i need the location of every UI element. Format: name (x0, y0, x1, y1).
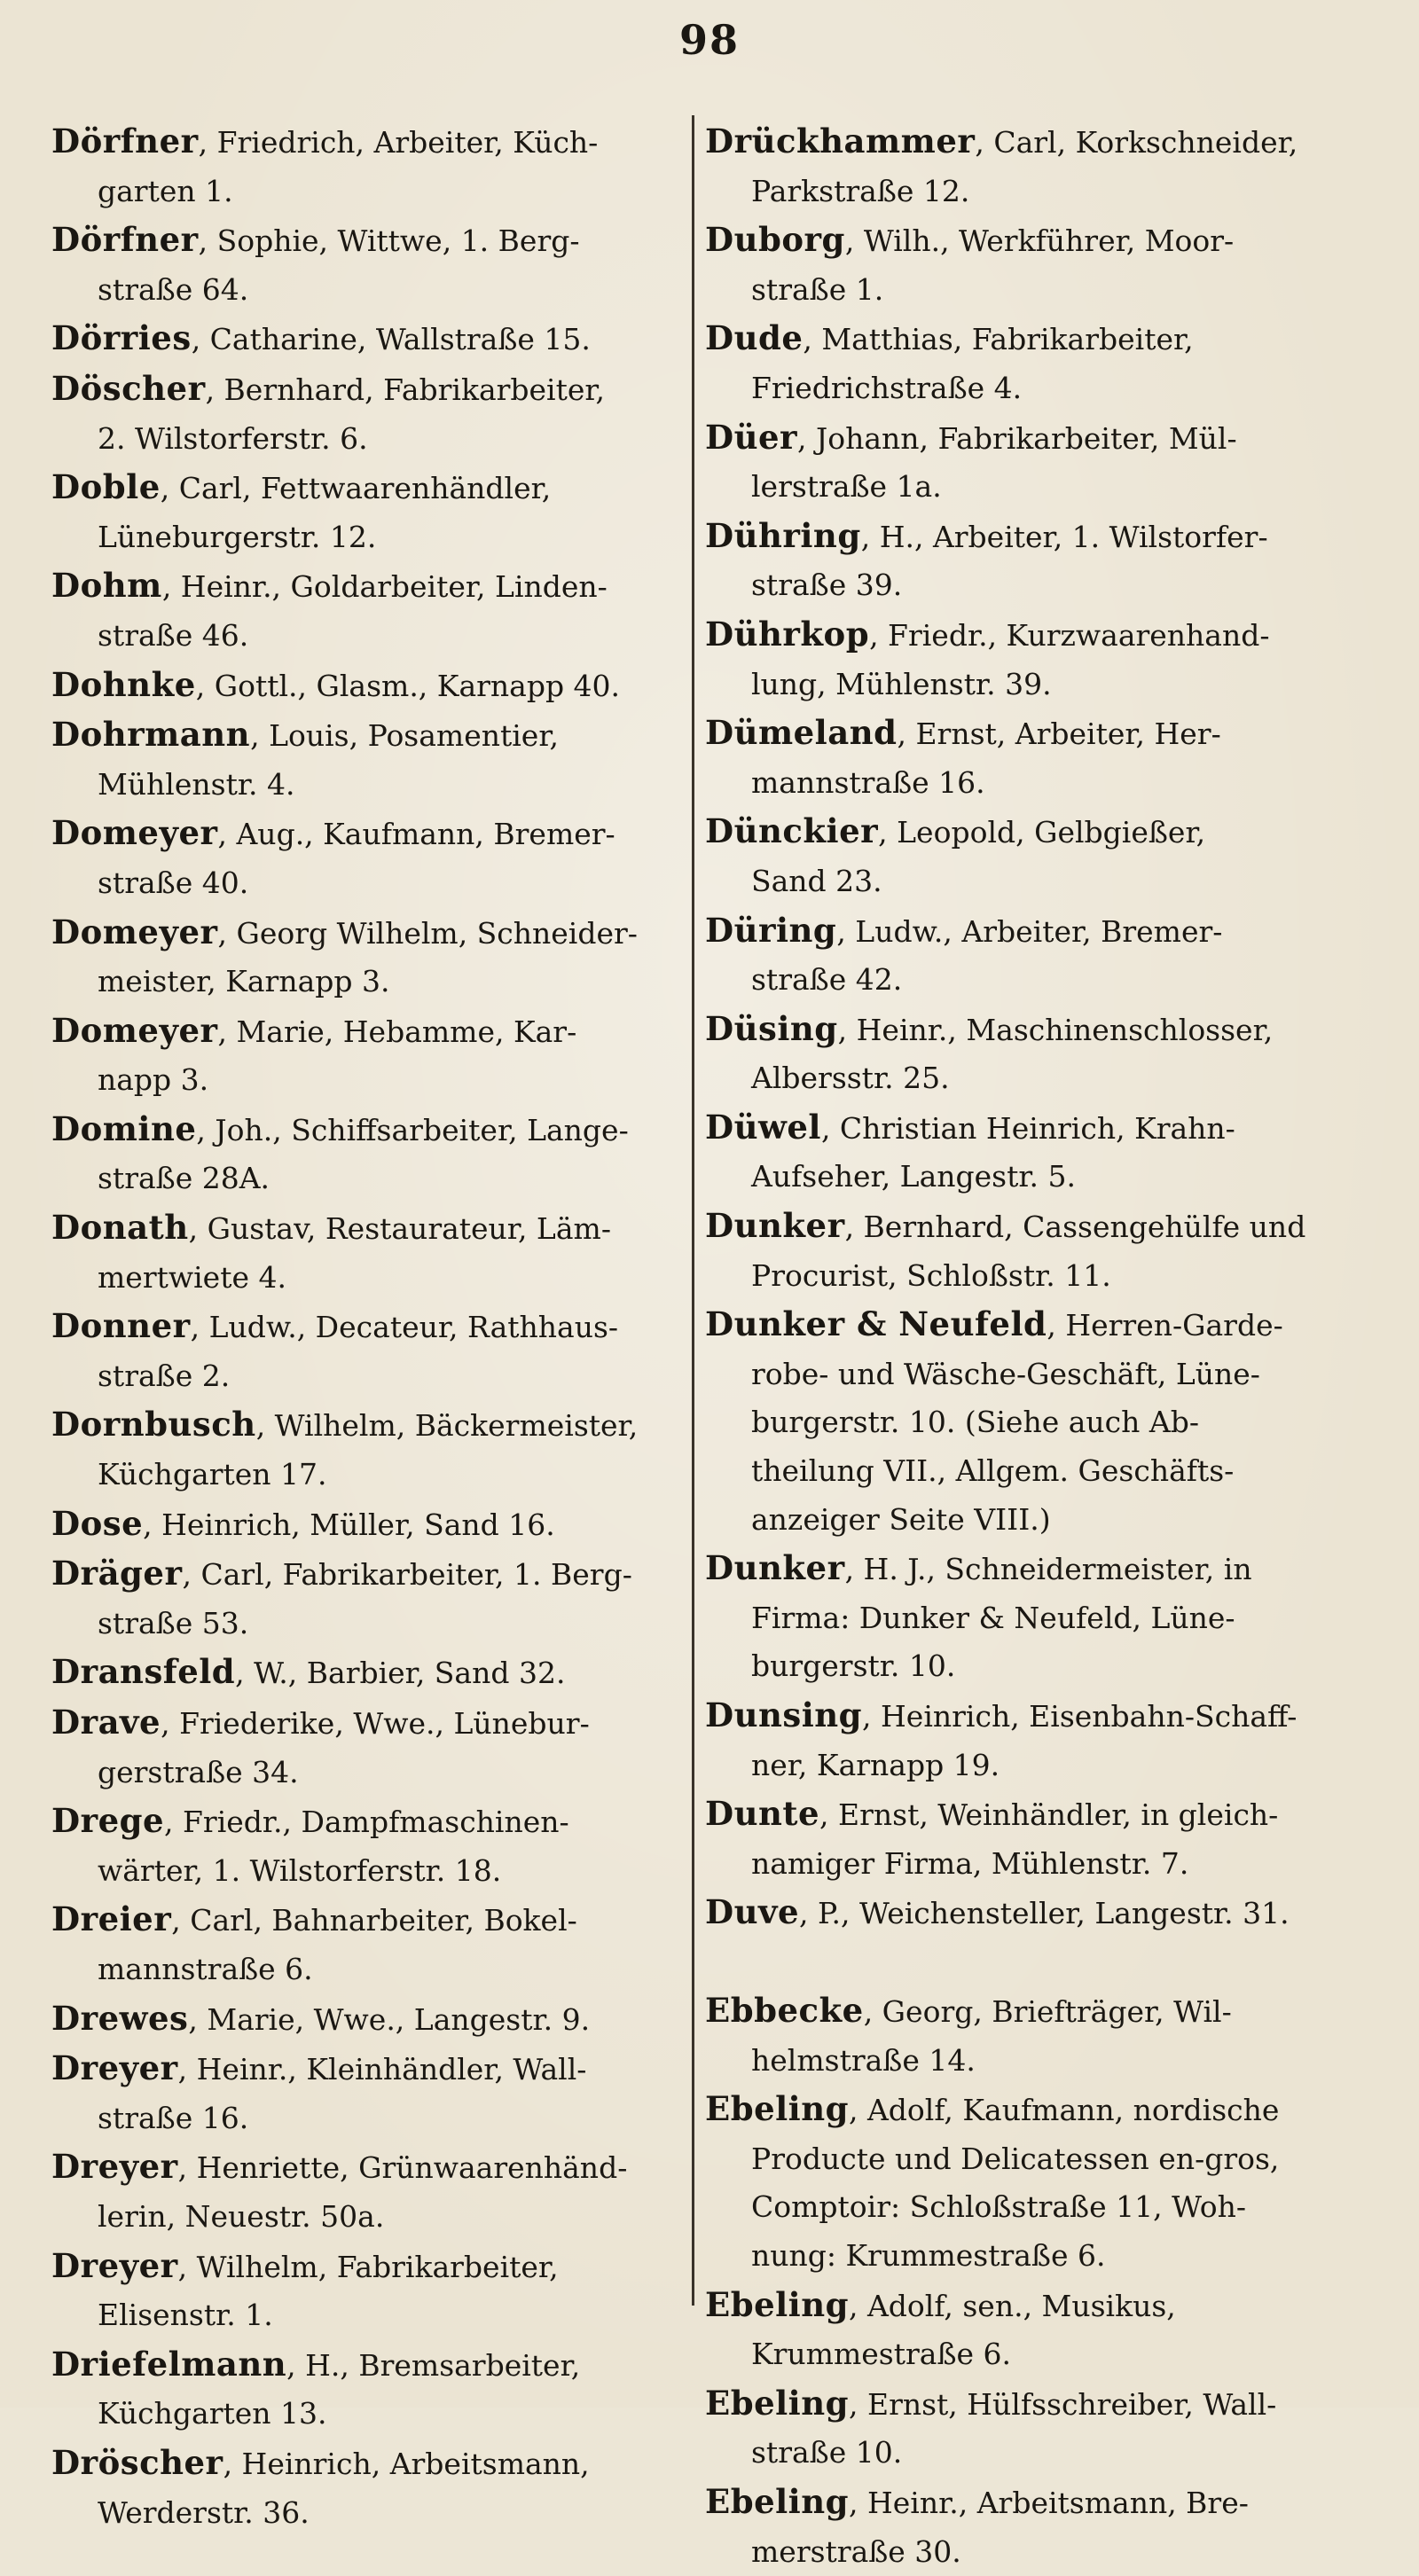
entry-details: , Catharine, Wallstraße 15. (192, 322, 591, 356)
entry-first-line (705, 610, 1360, 661)
entry-details: , Bernhard, Fabrikarbeiter, (206, 372, 605, 407)
directory-entry (705, 1986, 1360, 2085)
entry-details: , Heinrich, Müller, Sand 16. (143, 1507, 555, 1542)
entry-details: , Leopold, Gelbgießer, (878, 815, 1205, 850)
page-number: 98 (0, 16, 1419, 64)
entry-continuation-line: lerin, Neuestr. 50a. (51, 2193, 686, 2242)
entry-details: , Friedrich, Arbeiter, Küch- (199, 125, 599, 160)
entry-continuation-line: garten 1. (51, 168, 686, 216)
directory-entry (705, 807, 1360, 905)
entry-surname: Duborg (705, 220, 845, 259)
entry-details: , Johann, Fabrikarbeiter, Mül- (797, 421, 1237, 456)
directory-entry (51, 215, 686, 314)
entry-first-line (705, 2085, 1360, 2135)
entry-first-line (705, 709, 1360, 759)
directory-entry (705, 1544, 1360, 1691)
entry-surname: Domeyer (51, 912, 218, 951)
entry-continuation-line: lerstraße 1a. (705, 463, 1360, 512)
entry-continuation-line: 2. Wilstorferstr. 6. (51, 415, 686, 464)
directory-entry (705, 1202, 1360, 1300)
entry-first-line (51, 1499, 686, 1550)
entry-first-line (51, 2242, 686, 2292)
entry-first-line (51, 1994, 686, 2045)
entry-surname: Duve (705, 1892, 799, 1931)
entry-continuation-line: straße 39. (705, 561, 1360, 610)
directory-entry (705, 314, 1360, 412)
directory-entry (705, 413, 1360, 512)
entry-continuation-line: mertwiete 4. (51, 1254, 686, 1303)
directory-entry (51, 2439, 686, 2537)
entry-details: , Carl, Bahnarbeiter, Bokel- (171, 1903, 577, 1938)
column-divider (692, 115, 694, 2306)
entry-surname: Ebeling (705, 2089, 849, 2128)
entry-first-line (51, 710, 686, 761)
directory-entry (51, 1006, 686, 1105)
entry-details: , H., Bremsarbeiter, (286, 2348, 580, 2383)
entry-first-line (51, 1400, 686, 1451)
entry-details: , H. J., Schneidermeister, in (845, 1552, 1252, 1586)
entry-first-line (51, 1302, 686, 1352)
entry-details: , Gottl., Glasm., Karnapp 40. (196, 669, 620, 703)
entry-first-line (705, 1691, 1360, 1742)
directory-entry (705, 1789, 1360, 1888)
entry-first-line (705, 1888, 1360, 1938)
entry-details: , Heinr., Goldarbeiter, Linden- (162, 569, 608, 604)
entry-continuation-line: Firma: Dunker & Neufeld, Lüne- (705, 1594, 1360, 1643)
entry-details: , Heinr., Maschinenschlosser, (838, 1013, 1274, 1047)
entry-surname: Dührkop (705, 615, 869, 654)
entry-surname: Ebeling (705, 2285, 849, 2324)
entry-surname: Dransfeld (51, 1652, 235, 1691)
directory-entry (51, 2242, 686, 2340)
entry-surname: Dohrmann (51, 715, 250, 754)
entry-details: , Carl, Korkschneider, (975, 125, 1297, 160)
directory-entry (51, 1400, 686, 1499)
entry-first-line (51, 1698, 686, 1749)
entry-first-line (51, 314, 686, 364)
directory-entry (705, 709, 1360, 807)
entry-surname: Drave (51, 1703, 161, 1742)
entry-first-line (705, 1986, 1360, 2037)
entry-continuation-line: merstraße 30. (705, 2528, 1360, 2576)
directory-entry (705, 2478, 1360, 2576)
entry-details: , Aug., Kaufmann, Bremer- (218, 817, 615, 851)
entry-first-line (705, 1202, 1360, 1252)
entry-details: , Ludw., Arbeiter, Bremer- (836, 914, 1222, 949)
entry-surname: Dunker & Neufeld (705, 1304, 1047, 1343)
entry-details: , Joh., Schiffsarbeiter, Lange- (196, 1113, 628, 1147)
entry-first-line (51, 1203, 686, 1254)
entry-first-line (705, 807, 1360, 857)
entry-first-line (705, 1005, 1360, 1055)
entry-first-line (705, 1789, 1360, 1840)
entry-continuation-line: straße 42. (705, 956, 1360, 1005)
entry-first-line (51, 1895, 686, 1946)
entry-continuation-line: Aufseher, Langestr. 5. (705, 1153, 1360, 1202)
entry-details: , Adolf, sen., Musikus, (849, 2289, 1176, 2323)
entry-details: , Heinrich, Eisenbahn-Schaff- (862, 1699, 1297, 1734)
entry-surname: Dreyer (51, 2246, 178, 2285)
entry-surname: Doble (51, 467, 161, 506)
entry-details: , Heinr., Arbeitsmann, Bre- (849, 2486, 1249, 2520)
entry-details: , Marie, Wwe., Langestr. 9. (188, 2002, 590, 2037)
directory-entry (705, 1300, 1360, 1544)
entry-surname: Domine (51, 1109, 196, 1148)
entry-surname: Dräger (51, 1554, 182, 1593)
right-column (705, 117, 1360, 2387)
entry-first-line (51, 1797, 686, 1847)
entry-details: , Marie, Hebamme, Kar- (218, 1014, 577, 1049)
entry-continuation-line: napp 3. (51, 1056, 686, 1105)
entry-surname: Dünckier (705, 811, 878, 850)
entry-surname: Domeyer (51, 813, 218, 852)
directory-entry (51, 1895, 686, 1993)
entry-details: , Gustav, Restaurateur, Läm- (189, 1211, 611, 1246)
directory-entry (51, 2142, 686, 2241)
entry-surname: Dunsing (705, 1695, 862, 1734)
entry-details: , Herren-Garde- (1047, 1308, 1282, 1343)
directory-entry (705, 610, 1360, 709)
entry-continuation-line: Albersstr. 25. (705, 1054, 1360, 1103)
entry-surname: Drewes (51, 1999, 188, 2038)
entry-continuation-line: Lüneburgerstr. 12. (51, 513, 686, 562)
entry-details: , Friedr., Dampfmaschinen- (164, 1805, 569, 1839)
entry-details: , W., Barbier, Sand 32. (235, 1656, 565, 1690)
entry-details: , Ernst, Hülfsschreiber, Wall- (849, 2387, 1276, 2422)
entry-surname: Drückhammer (705, 121, 975, 161)
entry-surname: Dörries (51, 318, 192, 357)
entry-first-line (51, 1648, 686, 1698)
entry-details: , Christian Heinrich, Krahn- (821, 1111, 1235, 1146)
entry-continuation-line: gerstraße 34. (51, 1749, 686, 1797)
entry-first-line (51, 809, 686, 859)
entry-details: , Wilh., Werkführer, Moor- (845, 223, 1234, 258)
entry-continuation-line: straße 2. (51, 1352, 686, 1401)
entry-details: , Wilhelm, Fabrikarbeiter, (178, 2250, 559, 2284)
directory-entry (51, 1499, 686, 1550)
entry-surname: Dreyer (51, 2048, 178, 2087)
entry-continuation-line: straße 10. (705, 2429, 1360, 2478)
entry-continuation-line: Elisenstr. 1. (51, 2291, 686, 2340)
entry-first-line (705, 2478, 1360, 2528)
entry-continuation-line: wärter, 1. Wilstorferstr. 18. (51, 1847, 686, 1896)
entry-first-line (51, 908, 686, 959)
entry-details: , Carl, Fabrikarbeiter, 1. Berg- (182, 1557, 631, 1592)
directory-entry (705, 1103, 1360, 1202)
entry-continuation-line: Küchgarten 13. (51, 2390, 686, 2439)
entry-continuation-line: lung, Mühlenstr. 39. (705, 661, 1360, 709)
entry-first-line (51, 2044, 686, 2094)
entry-details: , Georg, Briefträger, Wil- (864, 1994, 1232, 2029)
entry-first-line (51, 561, 686, 612)
entry-details: , Henriette, Grünwaarenhänd- (178, 2150, 628, 2185)
entry-surname: Domeyer (51, 1011, 218, 1050)
entry-surname: Dunte (705, 1794, 819, 1833)
entry-continuation-line: straße 16. (51, 2094, 686, 2143)
entry-continuation-line: straße 46. (51, 612, 686, 661)
entry-surname: Dunker (705, 1548, 845, 1587)
directory-entry (51, 1797, 686, 1895)
entry-continuation-line: straße 1. (705, 266, 1360, 315)
entry-first-line (51, 463, 686, 513)
entry-continuation-line: Parkstraße 12. (705, 168, 1360, 216)
entry-continuation-line: Friedrichstraße 4. (705, 364, 1360, 413)
entry-continuation-line: mannstraße 16. (705, 759, 1360, 808)
entry-continuation-line: straße 40. (51, 859, 686, 908)
entry-details: , Ernst, Weinhändler, in gleich- (819, 1797, 1278, 1832)
entry-details: , Georg Wilhelm, Schneider- (218, 916, 638, 951)
entry-first-line (705, 314, 1360, 364)
directory-entry (705, 1005, 1360, 1103)
entry-details: , Adolf, Kaufmann, nordische (849, 2093, 1279, 2127)
directory-entry (705, 1691, 1360, 1789)
entry-surname: Ebeling (705, 2482, 849, 2521)
entry-first-line (51, 1006, 686, 1057)
entry-surname: Dohm (51, 566, 162, 605)
entry-first-line (51, 364, 686, 415)
entry-details: , Friederike, Wwe., Lünebur- (161, 1706, 590, 1741)
entry-surname: Dühring (705, 516, 861, 555)
entry-surname: Düring (705, 911, 836, 950)
entry-surname: Dose (51, 1504, 143, 1543)
entry-first-line (51, 2340, 686, 2391)
directory-entry (51, 1203, 686, 1302)
entry-first-line (705, 215, 1360, 266)
directory-entry (51, 117, 686, 215)
entry-continuation-line: Procurist, Schloßstr. 11. (705, 1252, 1360, 1301)
directory-entry (51, 364, 686, 463)
entry-continuation-line: meister, Karnapp 3. (51, 958, 686, 1006)
entry-continuation-line: Werderstr. 36. (51, 2489, 686, 2538)
entry-surname: Dümeland (705, 713, 897, 752)
directory-entry (705, 1888, 1360, 1938)
directory-entry (705, 2379, 1360, 2478)
entry-surname: Düwel (705, 1108, 821, 1147)
entry-surname: Dude (705, 318, 803, 357)
entry-details: , P., Weichensteller, Langestr. 31. (799, 1896, 1290, 1930)
entry-first-line (705, 1300, 1360, 1351)
entry-continuation-line: theilung VII., Allgem. Geschäfts- (705, 1447, 1360, 1496)
entry-surname: Döscher (51, 369, 206, 408)
entry-details: , Matthias, Fabrikarbeiter, (803, 322, 1193, 356)
entry-first-line (705, 1544, 1360, 1594)
entry-continuation-line: straße 53. (51, 1600, 686, 1648)
entry-first-line (705, 1103, 1360, 1154)
entry-first-line (705, 413, 1360, 464)
entry-details: , Carl, Fettwaarenhändler, (161, 471, 552, 505)
directory-entry (51, 561, 686, 660)
entry-surname: Ebeling (705, 2384, 849, 2423)
directory-entry (51, 1302, 686, 1400)
entry-first-line (51, 1549, 686, 1600)
entry-first-line (51, 661, 686, 711)
entry-continuation-line: namiger Firma, Mühlenstr. 7. (705, 1840, 1360, 1889)
entry-continuation-line: robe- und Wäsche-Geschäft, Lüne- (705, 1351, 1360, 1399)
entry-continuation-line: burgerstr. 10. (705, 1642, 1360, 1691)
entry-continuation-line: Sand 23. (705, 857, 1360, 906)
entry-first-line (51, 1105, 686, 1155)
entry-surname: Dörfner (51, 220, 199, 259)
entry-first-line (51, 117, 686, 168)
entry-surname: Donner (51, 1306, 191, 1345)
directory-entry (51, 1698, 686, 1797)
entry-continuation-line: ner, Karnapp 19. (705, 1742, 1360, 1790)
entry-details: , Ludw., Decateur, Rathhaus- (191, 1310, 618, 1344)
directory-entry (705, 512, 1360, 610)
entry-continuation-line: Mühlenstr. 4. (51, 761, 686, 810)
directory-entry (705, 215, 1360, 314)
entry-details: , Wilhelm, Bäckermeister, (256, 1408, 638, 1443)
entry-details: , Friedr., Kurzwaarenhand- (869, 618, 1269, 653)
entry-continuation-line: helmstraße 14. (705, 2037, 1360, 2086)
entry-first-line (705, 512, 1360, 562)
entry-first-line (51, 2439, 686, 2489)
directory-entry (51, 463, 686, 561)
directory-entry (51, 1648, 686, 1698)
entry-surname: Dohnke (51, 665, 196, 704)
entry-first-line (705, 906, 1360, 957)
entry-continuation-line: Producte und Delicatessen en-gros, (705, 2135, 1360, 2184)
entry-surname: Dornbusch (51, 1405, 256, 1444)
entry-continuation-line: burgerstr. 10. (Siehe auch Ab- (705, 1398, 1360, 1447)
entry-details: , Sophie, Wittwe, 1. Berg- (199, 223, 580, 258)
directory-entry (51, 908, 686, 1006)
directory-entry (51, 809, 686, 907)
entry-surname: Dreyer (51, 2147, 178, 2186)
directory-entry (705, 117, 1360, 215)
directory-entry (51, 710, 686, 809)
entry-continuation-line: straße 28A. (51, 1155, 686, 1203)
directory-entry (705, 2085, 1360, 2280)
entry-surname: Dörfner (51, 121, 199, 161)
directory-entry (51, 314, 686, 364)
entry-surname: Dreier (51, 1899, 171, 1938)
entry-details: , Ernst, Arbeiter, Her- (897, 716, 1220, 751)
directory-entry (51, 1105, 686, 1203)
entry-details: , Heinrich, Arbeitsmann, (223, 2447, 590, 2481)
entry-details: , Louis, Posamentier, (250, 718, 559, 753)
directory-entry (51, 1994, 686, 2045)
directory-entry (51, 2044, 686, 2142)
entry-surname: Donath (51, 1208, 189, 1247)
entry-surname: Dröscher (51, 2443, 223, 2482)
directory-entry (51, 2340, 686, 2439)
entry-first-line (705, 2379, 1360, 2430)
directory-entry (705, 2281, 1360, 2379)
entry-details: , H., Arbeiter, 1. Wilstorfer- (861, 520, 1268, 554)
left-column (51, 117, 686, 2387)
entry-surname: Ebbecke (705, 1991, 864, 2030)
entry-surname: Drege (51, 1801, 164, 1840)
entry-details: , Bernhard, Cassengehülfe und (845, 1210, 1306, 1244)
entry-surname: Düsing (705, 1009, 838, 1048)
entry-first-line (51, 2142, 686, 2193)
entry-continuation-line: mannstraße 6. (51, 1946, 686, 1994)
entry-surname: Düer (705, 418, 797, 457)
entry-continuation-line: Krummestraße 6. (705, 2330, 1360, 2379)
entry-first-line (705, 2281, 1360, 2331)
entry-continuation-line: straße 64. (51, 266, 686, 315)
entry-surname: Driefelmann (51, 2345, 286, 2384)
entry-first-line (51, 215, 686, 266)
entry-continuation-line: nung: Krummestraße 6. (705, 2232, 1360, 2281)
directory-entry (51, 1549, 686, 1648)
entry-continuation-line: Küchgarten 17. (51, 1451, 686, 1499)
entry-first-line (705, 117, 1360, 168)
entry-continuation-line: Comptoir: Schloßstraße 11, Woh- (705, 2183, 1360, 2232)
entry-continuation-line: anzeiger Seite VIII.) (705, 1496, 1360, 1545)
entry-surname: Dunker (705, 1206, 845, 1245)
directory-entry (51, 661, 686, 711)
directory-entry (705, 906, 1360, 1005)
entry-details: , Heinr., Kleinhändler, Wall- (178, 2052, 587, 2087)
